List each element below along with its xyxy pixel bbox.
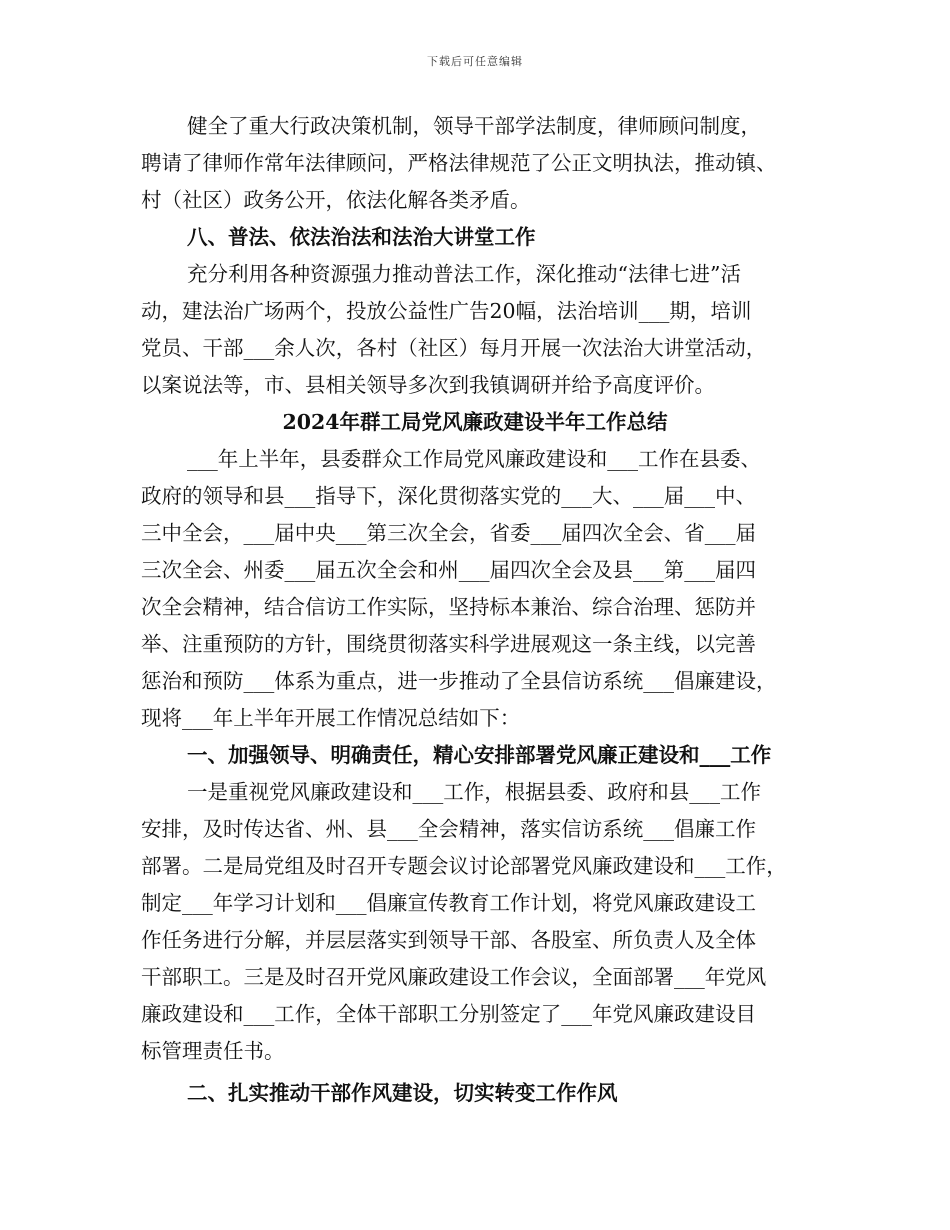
paragraph-line: 一是重视党风廉政建设和___工作，根据县委、政府和县___工作 [187,780,761,804]
paragraph-line: 动，建法治广场两个，投放公益性广告20幅，法治培训___期，培训 [141,299,752,323]
paragraph-line: 村（社区）政务公开，依法化解各类矛盾。 [141,188,531,212]
paragraph-line: 政府的领导和县___指导下，深化贯彻落实党的___大、___届___中、 [141,484,756,508]
paragraph-line: 充分利用各种资源强力推动普法工作，深化推动“法律七进”活 [187,262,741,286]
paragraph-line: 作任务进行分解，并层层落实到领导干部、各股室、所负责人及全体 [141,928,756,952]
paragraph-line: 制定___年学习计划和___倡廉宣传教育工作计划，将党风廉政建设工 [141,891,756,915]
document-title: 2024年群工局党风廉政建设半年工作总结 [282,410,668,434]
page-header: 下载后可任意编辑 [427,55,523,68]
section-heading: 二、扎实推动干部作风建设，切实转变工作作风 [187,1081,618,1105]
paragraph-line: 惩治和预防___体系为重点，进一步推动了全县信访系统___倡廉建设， [141,669,777,693]
section-heading: 八、普法、依法治法和法治大讲堂工作 [187,225,536,249]
paragraph-line: 党员、干部___余人次，各村（社区）每月开展一次法治大讲堂活动， [141,336,767,360]
paragraph-line: 部署。二是局党组及时召开专题会议讨论部署党风廉政建设和___工作， [141,854,787,878]
paragraph-line: 三次全会、州委___届五次全会和州___届四次全会及县___第___届四 [141,558,756,582]
paragraph-line: 健全了重大行政决策机制，领导干部学法制度，律师顾问制度， [187,114,761,138]
section-heading: 一、加强领导、明确责任，精心安排部署党风廉正建设和___工作 [187,743,772,767]
paragraph-line: 三中全会，___届中央___第三次全会，省委___届四次全会、省___届 [141,521,756,545]
paragraph-line: 廉政建设和___工作，全体干部职工分别签定了___年党风廉政建设目 [141,1002,756,1026]
paragraph-line: ___年上半年，县委群众工作局党风廉政建设和___工作在县委、 [187,447,761,471]
paragraph-line: 标管理责任书。 [141,1039,285,1063]
paragraph-line: 次全会精神，结合信访工作实际，坚持标本兼治、综合治理、惩防并 [141,595,756,619]
paragraph-line: 现将___年上半年开展工作情况总结如下： [141,706,521,730]
paragraph-line: 举、注重预防的方针，围绕贯彻落实科学进展观这一条主线，以完善 [141,632,756,656]
paragraph-line: 干部职工。三是及时召开党风廉政建设工作会议，全面部署___年党风 [141,965,767,989]
paragraph-line: 安排，及时传达省、州、县___全会精神，落实信访系统___倡廉工作 [141,817,756,841]
paragraph-line: 以案说法等，市、县相关领导多次到我镇调研并给予高度评价。 [141,373,715,397]
paragraph-line: 聘请了律师作常年法律顾问，严格法律规范了公正文明执法，推动镇、 [141,151,777,175]
